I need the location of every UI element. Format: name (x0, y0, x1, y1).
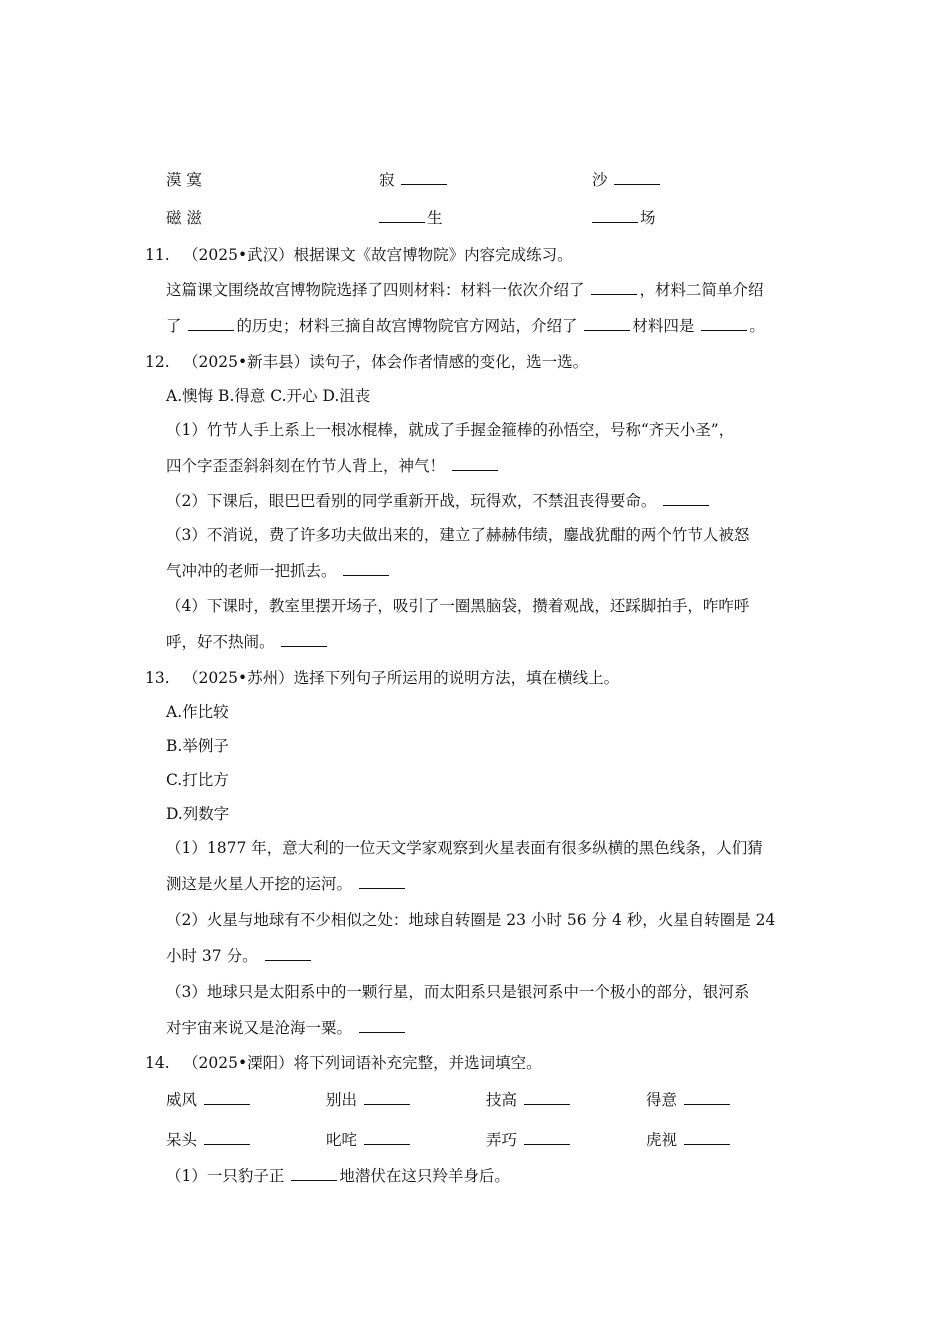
q13-s1-line2: 测这是火星人开挖的运河。 (166, 874, 407, 894)
answer-blank[interactable] (379, 208, 425, 223)
q14-s1-line1: （1）一只豹子正 地潜伏在这只羚羊身后。 (166, 1167, 510, 1185)
q14-word: 技高 (486, 1090, 572, 1110)
answer-blank[interactable] (614, 170, 660, 185)
answer-blank[interactable] (663, 491, 709, 506)
q10-row2-pair2: 场 (592, 208, 656, 228)
answer-blank[interactable] (291, 1166, 337, 1181)
q12-options: A.懊悔 B.得意 C.开心 D.沮丧 (166, 387, 371, 405)
q11-line1: 这篇课文围绕故宫博物院选择了四则材料：材料一依次介绍了 ，材料二简单介绍 (166, 281, 764, 299)
q12-s1-line1: （1）竹节人手上系上一根冰棍棒，就成了手握金箍棒的孙悟空，号称“齐天小圣”， (166, 421, 735, 439)
q10-row2-pair1: 生 (379, 208, 443, 228)
q12-s3-line1: （3）不消说，费了许多功夫做出来的，建立了赫赫伟绩，鏖战犹酣的两个竹节人被怒 (166, 526, 750, 544)
answer-blank[interactable] (364, 1130, 410, 1145)
answer-blank[interactable] (684, 1090, 730, 1105)
answer-blank[interactable] (281, 632, 327, 647)
q13-s2-line1: （2）火星与地球有不少相似之处：地球自转圈是 23 小时 56 分 4 秒，火星自转圈是 24 (166, 911, 776, 929)
q14-word: 虎视 (646, 1130, 732, 1150)
q13-stem: 13. （2025•苏州）选择下列句子所运用的说明方法，填在横线上。 (145, 669, 620, 687)
q12-s2-line1: （2）下课后，眼巴巴看别的同学重新开战，玩得欢，不禁沮丧得要命。 (166, 491, 711, 511)
q14-word: 叱咤 (326, 1130, 412, 1150)
answer-blank[interactable] (265, 946, 311, 961)
answer-blank[interactable] (584, 316, 630, 331)
answer-blank[interactable] (591, 280, 637, 295)
q12-s4-line2: 呼，好不热闹。 (166, 632, 329, 652)
q10-row1-pair1: 寂 (379, 170, 449, 190)
q14-word: 得意 (646, 1090, 732, 1110)
q12-s4-line1: （4）下课时，教室里摆开场子，吸引了一圈黑脑袋，攒着观战，还踩脚拍手，咋咋呼 (166, 597, 750, 615)
q13-s3-line1: （3）地球只是太阳系中的一颗行星，而太阳系只是银河系中一个极小的部分，银河系 (166, 983, 750, 1001)
q10-row1-pair2: 沙 (592, 170, 662, 190)
q10-row1-word: 漠 寞 (166, 171, 202, 189)
q14-word: 别出 (326, 1090, 412, 1110)
answer-blank[interactable] (359, 874, 405, 889)
answer-blank[interactable] (364, 1090, 410, 1105)
answer-blank[interactable] (359, 1018, 405, 1033)
q11-stem: 11. （2025•武汉）根据课文《故宫博物院》内容完成练习。 (145, 246, 573, 264)
q12-s1-line2: 四个字歪歪斜斜刻在竹节人背上，神气！ (166, 456, 500, 476)
answer-blank[interactable] (204, 1130, 250, 1145)
answer-blank[interactable] (188, 316, 234, 331)
q13-option-a: A.作比较 (166, 703, 229, 721)
q11-line2: 了 的历史；材料三摘自故宫博物院官方网站，介绍了 材料四是 。 (166, 317, 765, 335)
q14-word: 呆头 (166, 1130, 252, 1150)
q13-option-d: D.列数字 (166, 805, 230, 823)
q10-row2-word: 磁 滋 (166, 209, 202, 227)
answer-blank[interactable] (452, 456, 498, 471)
answer-blank[interactable] (204, 1090, 250, 1105)
q13-option-b: B.举例子 (166, 737, 229, 755)
answer-blank[interactable] (592, 208, 638, 223)
q13-s3-line2: 对宇宙来说又是沧海一粟。 (166, 1018, 407, 1038)
answer-blank[interactable] (524, 1130, 570, 1145)
q14-stem: 14. （2025•溧阳）将下列词语补充完整，并选词填空。 (145, 1054, 542, 1072)
answer-blank[interactable] (343, 561, 389, 576)
answer-blank[interactable] (524, 1090, 570, 1105)
q14-word: 弄巧 (486, 1130, 572, 1150)
answer-blank[interactable] (684, 1130, 730, 1145)
q14-word: 威风 (166, 1090, 252, 1110)
q13-option-c: C.打比方 (166, 771, 229, 789)
q12-stem: 12. （2025•新丰县）读句子，体会作者情感的变化，选一选。 (145, 353, 589, 371)
q13-s1-line1: （1）1877 年，意大利的一位天文学家观察到火星表面有很多纵横的黑色线条，人们猜 (166, 839, 763, 857)
answer-blank[interactable] (701, 316, 747, 331)
answer-blank[interactable] (401, 170, 447, 185)
q13-s2-line2: 小时 37 分。 (166, 946, 313, 966)
q12-s3-line2: 气冲冲的老师一把抓去。 (166, 561, 391, 581)
